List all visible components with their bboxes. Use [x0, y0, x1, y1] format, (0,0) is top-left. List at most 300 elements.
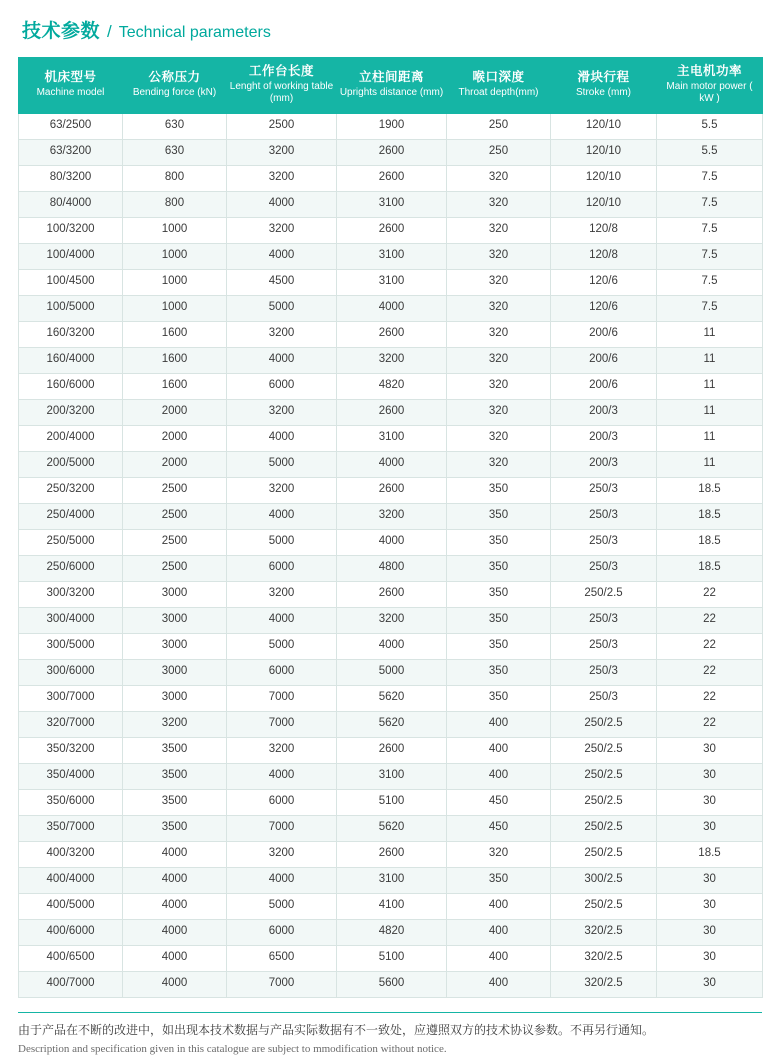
table-cell: 160/4000: [19, 347, 123, 373]
table-cell: 200/6: [551, 373, 657, 399]
table-cell: 4100: [337, 893, 447, 919]
column-header-table-length: [227, 58, 337, 114]
table-cell: 4000: [227, 347, 337, 373]
table-cell: 3200: [337, 503, 447, 529]
table-cell: 120/10: [551, 191, 657, 217]
table-cell: 630: [123, 139, 227, 165]
table-cell: 4000: [337, 295, 447, 321]
table-cell: 350: [447, 503, 551, 529]
table-cell: 3100: [337, 763, 447, 789]
table-cell: 22: [657, 633, 763, 659]
table-cell: 320/2.5: [551, 945, 657, 971]
table-cell: 400: [447, 971, 551, 997]
table-cell: 3200: [227, 399, 337, 425]
table-row: [19, 425, 763, 451]
table-cell: 400/5000: [19, 893, 123, 919]
column-header-uprights-distance: [337, 58, 447, 114]
table-row: [19, 269, 763, 295]
table-row: [19, 555, 763, 581]
table-cell: 3200: [227, 321, 337, 347]
table-cell: 2000: [123, 451, 227, 477]
table-cell: 3200: [227, 841, 337, 867]
table-cell: 3200: [123, 711, 227, 737]
page-title-separator: /: [107, 22, 112, 41]
column-header-machine-model: [19, 58, 123, 114]
table-cell: 4000: [227, 763, 337, 789]
table-row: [19, 191, 763, 217]
column-header-cn: 滑块行程: [577, 70, 630, 85]
footer-note: [18, 1012, 762, 1057]
table-cell: 2600: [337, 477, 447, 503]
table-row: [19, 113, 763, 139]
table-cell: 120/10: [551, 113, 657, 139]
table-cell: 4000: [227, 243, 337, 269]
table-cell: 11: [657, 451, 763, 477]
table-cell: 3200: [227, 139, 337, 165]
table-cell: 350: [447, 607, 551, 633]
table-row: [19, 737, 763, 763]
table-cell: 400/4000: [19, 867, 123, 893]
table-cell: 800: [123, 165, 227, 191]
table-cell: 350/7000: [19, 815, 123, 841]
table-cell: 18.5: [657, 529, 763, 555]
table-cell: 300/5000: [19, 633, 123, 659]
table-cell: 350: [447, 581, 551, 607]
column-header-en: Throat depth(mm): [458, 86, 539, 98]
table-cell: 1000: [123, 243, 227, 269]
table-cell: 1000: [123, 217, 227, 243]
column-header-en: Stroke (mm): [576, 86, 631, 98]
table-cell: 320: [447, 165, 551, 191]
table-cell: 1900: [337, 113, 447, 139]
table-cell: 2000: [123, 399, 227, 425]
table-cell: 120/10: [551, 139, 657, 165]
table-cell: 3000: [123, 633, 227, 659]
table-cell: 200/3: [551, 451, 657, 477]
table-cell: 250/2.5: [551, 737, 657, 763]
table-cell: 7.5: [657, 165, 763, 191]
column-header-throat-depth: [447, 58, 551, 114]
table-cell: 22: [657, 685, 763, 711]
table-cell: 250/2.5: [551, 581, 657, 607]
column-header-cn: 公称压力: [148, 70, 201, 85]
table-row: [19, 711, 763, 737]
table-cell: 300/3200: [19, 581, 123, 607]
table-row: [19, 919, 763, 945]
table-cell: 3100: [337, 191, 447, 217]
table-cell: 30: [657, 893, 763, 919]
table-row: [19, 971, 763, 997]
page-title: [18, 16, 762, 43]
column-header-motor-power: [657, 58, 763, 114]
table-cell: 250/3: [551, 685, 657, 711]
table-cell: 250/3200: [19, 477, 123, 503]
table-cell: 4000: [337, 451, 447, 477]
table-cell: 2600: [337, 399, 447, 425]
table-cell: 6000: [227, 789, 337, 815]
table-cell: 250/5000: [19, 529, 123, 555]
table-row: [19, 685, 763, 711]
table-cell: 3500: [123, 815, 227, 841]
table-cell: 7000: [227, 815, 337, 841]
table-cell: 7.5: [657, 191, 763, 217]
table-cell: 160/3200: [19, 321, 123, 347]
table-cell: 2600: [337, 737, 447, 763]
table-cell: 320/2.5: [551, 971, 657, 997]
table-cell: 400: [447, 737, 551, 763]
table-cell: 1600: [123, 321, 227, 347]
table-cell: 400/6500: [19, 945, 123, 971]
table-cell: 320: [447, 841, 551, 867]
table-cell: 320: [447, 191, 551, 217]
footer-note-en: Description and specification given in this catalogue are subject to mmodification without notice.: [18, 1042, 447, 1055]
table-cell: 160/6000: [19, 373, 123, 399]
table-cell: 5600: [337, 971, 447, 997]
table-cell: 30: [657, 763, 763, 789]
table-cell: 4500: [227, 269, 337, 295]
table-cell: 450: [447, 815, 551, 841]
table-cell: 3000: [123, 607, 227, 633]
table-cell: 300/2.5: [551, 867, 657, 893]
table-cell: 5000: [227, 451, 337, 477]
table-cell: 800: [123, 191, 227, 217]
table-cell: 2500: [123, 503, 227, 529]
table-row: [19, 399, 763, 425]
table-cell: 1600: [123, 373, 227, 399]
table-cell: 100/5000: [19, 295, 123, 321]
column-header-cn: 机床型号: [44, 70, 97, 85]
page-title-cn: 技术参数: [22, 21, 101, 42]
table-row: [19, 165, 763, 191]
column-header-en: Bending force (kN): [132, 86, 217, 98]
table-cell: 3200: [227, 581, 337, 607]
table-cell: 3200: [227, 165, 337, 191]
table-cell: 5.5: [657, 139, 763, 165]
table-cell: 22: [657, 711, 763, 737]
table-cell: 3000: [123, 581, 227, 607]
table-cell: 6000: [227, 555, 337, 581]
table-cell: 4800: [337, 555, 447, 581]
table-cell: 5620: [337, 685, 447, 711]
table-cell: 3000: [123, 659, 227, 685]
table-cell: 320: [447, 269, 551, 295]
table-cell: 2500: [227, 113, 337, 139]
table-cell: 22: [657, 659, 763, 685]
table-row: [19, 139, 763, 165]
table-cell: 22: [657, 607, 763, 633]
table-row: [19, 659, 763, 685]
table-cell: 250/3: [551, 477, 657, 503]
table-row: [19, 321, 763, 347]
table-cell: 2500: [123, 477, 227, 503]
table-cell: 1600: [123, 347, 227, 373]
column-header-en: Uprights distance (mm): [339, 86, 444, 98]
table-cell: 250/3: [551, 503, 657, 529]
table-cell: 30: [657, 971, 763, 997]
table-cell: 400: [447, 919, 551, 945]
table-cell: 400/7000: [19, 971, 123, 997]
table-cell: 4000: [123, 919, 227, 945]
table-cell: 120/6: [551, 295, 657, 321]
table-cell: 4000: [123, 841, 227, 867]
table-cell: 1000: [123, 295, 227, 321]
table-cell: 7000: [227, 711, 337, 737]
table-cell: 250: [447, 113, 551, 139]
table-cell: 400: [447, 945, 551, 971]
table-cell: 350: [447, 659, 551, 685]
table-cell: 2000: [123, 425, 227, 451]
table-cell: 18.5: [657, 477, 763, 503]
table-cell: 4000: [227, 191, 337, 217]
table-cell: 18.5: [657, 503, 763, 529]
table-cell: 5000: [227, 529, 337, 555]
table-cell: 4000: [123, 893, 227, 919]
column-header-cn: 立柱间距离: [358, 70, 424, 85]
table-cell: 5.5: [657, 113, 763, 139]
table-cell: 2600: [337, 139, 447, 165]
table-cell: 4000: [123, 945, 227, 971]
table-cell: 250/2.5: [551, 841, 657, 867]
table-cell: 5620: [337, 815, 447, 841]
table-cell: 200/3200: [19, 399, 123, 425]
table-cell: 3500: [123, 763, 227, 789]
table-cell: 7.5: [657, 269, 763, 295]
column-header-en: Lenght of working table (mm): [229, 80, 334, 105]
table-cell: 1000: [123, 269, 227, 295]
table-cell: 7000: [227, 685, 337, 711]
table-cell: 250/3: [551, 607, 657, 633]
table-cell: 250/2.5: [551, 789, 657, 815]
table-cell: 6500: [227, 945, 337, 971]
table-cell: 30: [657, 945, 763, 971]
table-cell: 250/3: [551, 555, 657, 581]
table-cell: 250/2.5: [551, 763, 657, 789]
table-cell: 2600: [337, 841, 447, 867]
table-cell: 250/6000: [19, 555, 123, 581]
table-cell: 4000: [227, 503, 337, 529]
table-cell: 350: [447, 685, 551, 711]
table-cell: 4000: [123, 867, 227, 893]
table-cell: 300/7000: [19, 685, 123, 711]
table-cell: 100/4500: [19, 269, 123, 295]
table-cell: 250/2.5: [551, 893, 657, 919]
table-row: [19, 295, 763, 321]
table-cell: 30: [657, 737, 763, 763]
table-cell: 3500: [123, 789, 227, 815]
table-cell: 3100: [337, 243, 447, 269]
table-cell: 200/4000: [19, 425, 123, 451]
table-cell: 300/4000: [19, 607, 123, 633]
table-cell: 350: [447, 867, 551, 893]
table-body: [19, 113, 763, 997]
table-cell: 200/3: [551, 425, 657, 451]
table-cell: 120/8: [551, 217, 657, 243]
table-cell: 3200: [337, 347, 447, 373]
table-cell: 4000: [227, 425, 337, 451]
table-header-row: [19, 58, 763, 114]
table-row: [19, 867, 763, 893]
table-cell: 320: [447, 321, 551, 347]
table-cell: 6000: [227, 919, 337, 945]
table-cell: 400: [447, 893, 551, 919]
table-cell: 63/2500: [19, 113, 123, 139]
table-cell: 5100: [337, 789, 447, 815]
table-cell: 250/2.5: [551, 815, 657, 841]
table-cell: 350: [447, 477, 551, 503]
table-row: [19, 945, 763, 971]
column-header-bending-force: [123, 58, 227, 114]
table-cell: 350/3200: [19, 737, 123, 763]
table-cell: 11: [657, 425, 763, 451]
table-cell: 80/3200: [19, 165, 123, 191]
table-cell: 320: [447, 217, 551, 243]
table-cell: 350: [447, 633, 551, 659]
table-cell: 3500: [123, 737, 227, 763]
table-cell: 320: [447, 451, 551, 477]
column-header-en: Machine model: [36, 86, 105, 98]
table-cell: 3100: [337, 269, 447, 295]
table-cell: 400: [447, 763, 551, 789]
table-row: [19, 477, 763, 503]
table-cell: 5000: [227, 893, 337, 919]
table-cell: 5000: [227, 633, 337, 659]
table-cell: 6000: [227, 659, 337, 685]
table-row: [19, 893, 763, 919]
table-cell: 2600: [337, 581, 447, 607]
table-cell: 3200: [227, 477, 337, 503]
table-cell: 2600: [337, 217, 447, 243]
table-cell: 250/3: [551, 529, 657, 555]
table-cell: 5620: [337, 711, 447, 737]
table-cell: 4820: [337, 919, 447, 945]
table-cell: 4820: [337, 373, 447, 399]
table-cell: 450: [447, 789, 551, 815]
table-cell: 350: [447, 529, 551, 555]
page-title-en: Technical parameters: [118, 24, 271, 41]
column-header-stroke: [551, 58, 657, 114]
table-cell: 350/4000: [19, 763, 123, 789]
table-cell: 7.5: [657, 217, 763, 243]
table-cell: 30: [657, 815, 763, 841]
table-cell: 22: [657, 581, 763, 607]
table-cell: 6000: [227, 373, 337, 399]
table-cell: 30: [657, 789, 763, 815]
table-cell: 5100: [337, 945, 447, 971]
column-header-cn: 主电机功率: [676, 64, 742, 78]
table-cell: 400/6000: [19, 919, 123, 945]
table-cell: 3100: [337, 867, 447, 893]
table-cell: 320: [447, 399, 551, 425]
table-cell: 4000: [227, 607, 337, 633]
table-cell: 4000: [337, 529, 447, 555]
table-cell: 2600: [337, 165, 447, 191]
table-cell: 120/6: [551, 269, 657, 295]
table-row: [19, 815, 763, 841]
table-cell: 100/4000: [19, 243, 123, 269]
table-cell: 400: [447, 711, 551, 737]
table-row: [19, 347, 763, 373]
table-cell: 5000: [227, 295, 337, 321]
table-cell: 63/3200: [19, 139, 123, 165]
table-cell: 200/3: [551, 399, 657, 425]
table-cell: 7000: [227, 971, 337, 997]
table-cell: 18.5: [657, 841, 763, 867]
table-cell: 11: [657, 321, 763, 347]
table-row: [19, 451, 763, 477]
table-cell: 11: [657, 399, 763, 425]
table-cell: 4000: [337, 633, 447, 659]
table-cell: 3200: [337, 607, 447, 633]
technical-parameters-table: [18, 57, 763, 998]
table-row: [19, 217, 763, 243]
table-cell: 250/3: [551, 633, 657, 659]
table-cell: 320: [447, 295, 551, 321]
table-cell: 320: [447, 373, 551, 399]
table-header: [19, 58, 763, 114]
table-cell: 200/6: [551, 321, 657, 347]
table-cell: 5000: [337, 659, 447, 685]
table-cell: 80/4000: [19, 191, 123, 217]
table-cell: 4000: [227, 867, 337, 893]
column-header-cn: 工作台长度: [248, 64, 314, 78]
column-header-en: Main motor power ( kW ): [666, 80, 753, 105]
table-cell: 320: [447, 425, 551, 451]
table-row: [19, 581, 763, 607]
table-cell: 300/6000: [19, 659, 123, 685]
table-row: [19, 503, 763, 529]
table-cell: 200/5000: [19, 451, 123, 477]
table-row: [19, 373, 763, 399]
table-cell: 320: [447, 243, 551, 269]
table-cell: 250/2.5: [551, 711, 657, 737]
table-cell: 30: [657, 867, 763, 893]
table-cell: 630: [123, 113, 227, 139]
table-cell: 400/3200: [19, 841, 123, 867]
table-cell: 11: [657, 347, 763, 373]
table-cell: 18.5: [657, 555, 763, 581]
table-cell: 100/3200: [19, 217, 123, 243]
table-cell: 4000: [123, 971, 227, 997]
table-row: [19, 763, 763, 789]
table-cell: 120/8: [551, 243, 657, 269]
table-cell: 3100: [337, 425, 447, 451]
table-cell: 250/3: [551, 659, 657, 685]
table-cell: 3200: [227, 737, 337, 763]
table-cell: 350/6000: [19, 789, 123, 815]
table-cell: 320: [447, 347, 551, 373]
table-cell: 7.5: [657, 243, 763, 269]
table-cell: 120/10: [551, 165, 657, 191]
table-cell: 2600: [337, 321, 447, 347]
table-row: [19, 529, 763, 555]
table-cell: 320/7000: [19, 711, 123, 737]
table-row: [19, 243, 763, 269]
table-cell: 250: [447, 139, 551, 165]
table-cell: 3200: [227, 217, 337, 243]
table-cell: 2500: [123, 529, 227, 555]
table-row: [19, 841, 763, 867]
table-cell: 350: [447, 555, 551, 581]
column-header-cn: 喉口深度: [472, 70, 525, 85]
table-row: [19, 633, 763, 659]
table-cell: 2500: [123, 555, 227, 581]
table-cell: 250/4000: [19, 503, 123, 529]
table-cell: 7.5: [657, 295, 763, 321]
table-cell: 30: [657, 919, 763, 945]
table-row: [19, 789, 763, 815]
footer-note-cn: 由于产品在不断的改进中，如出现本技术数据与产品实际数据有不一致处，应遵照双方的技术协议参数。不再另行通知。: [18, 1022, 655, 1037]
table-cell: 200/6: [551, 347, 657, 373]
